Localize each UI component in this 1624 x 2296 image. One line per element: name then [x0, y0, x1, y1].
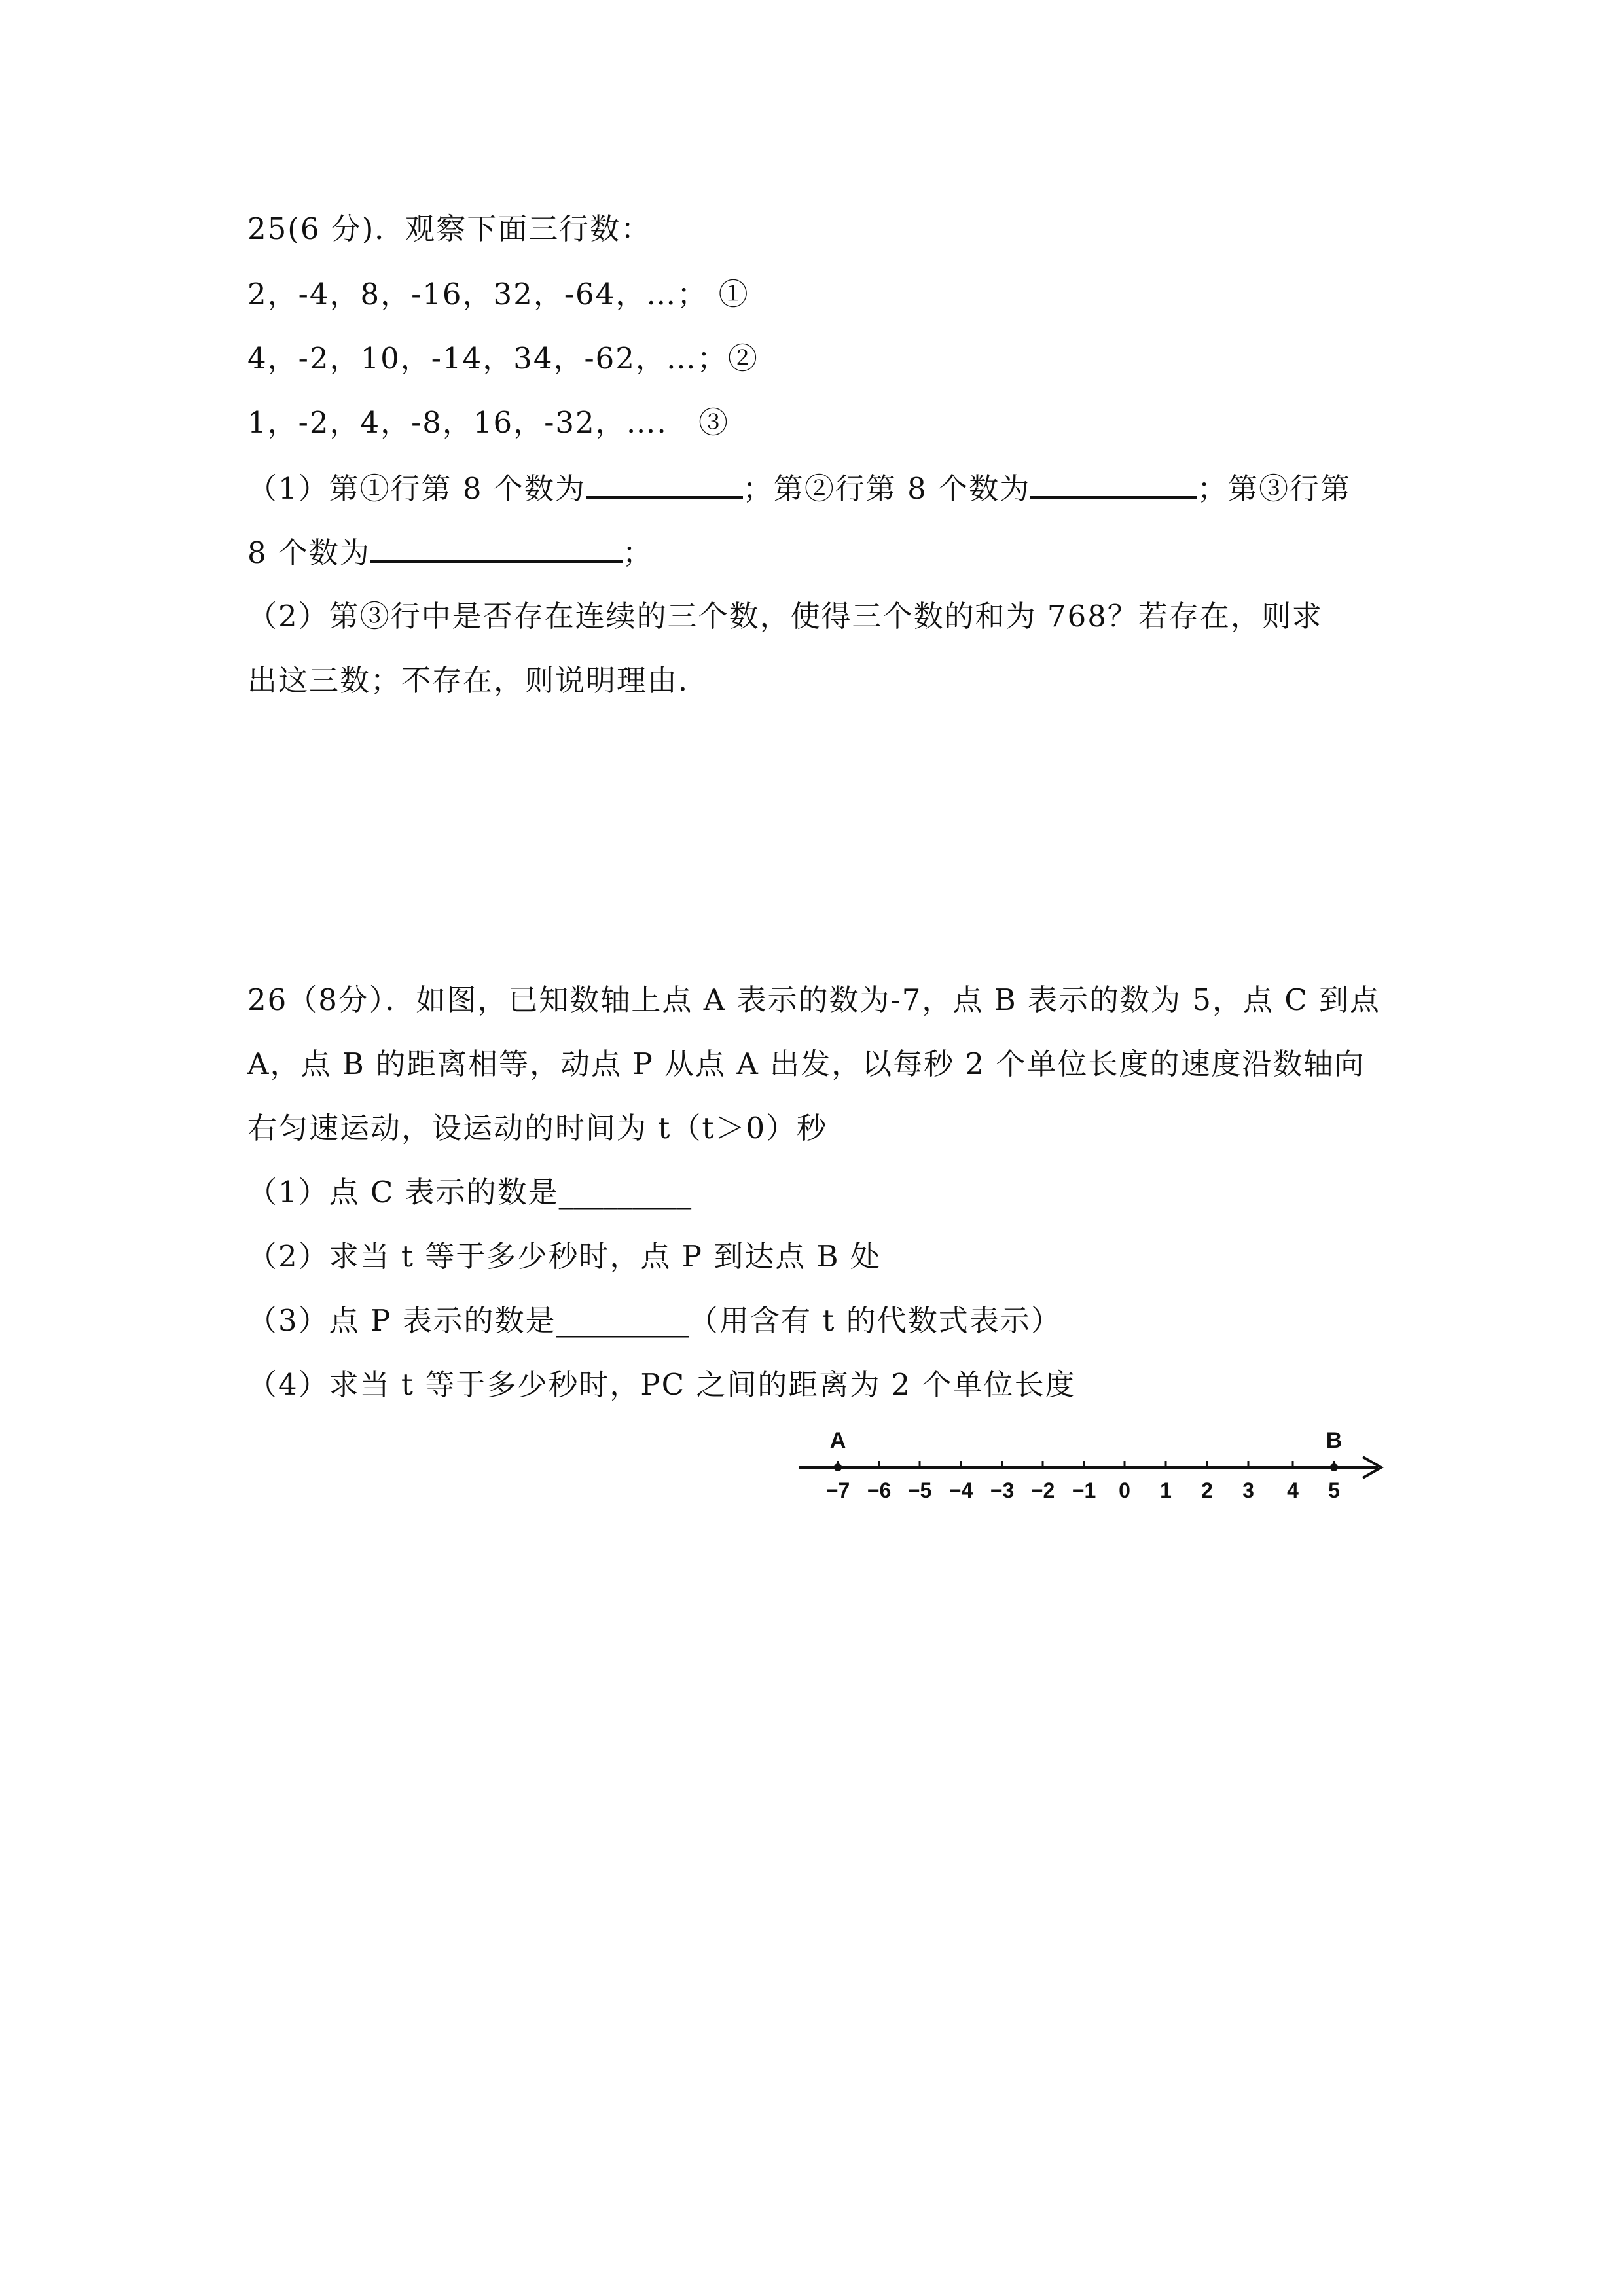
q26-line2: A，点 B 的距离相等，动点 P 从点 A 出发，以每秒 2 个单位长度的速度沿数轴向 [247, 1047, 1365, 1081]
number-line-tick-label: −3 [990, 1479, 1015, 1502]
number-line-tick-label: 0 [1119, 1479, 1130, 1502]
point-b-label: B [1326, 1428, 1343, 1453]
number-line-tick-label: −7 [825, 1479, 850, 1502]
number-line-tick-label: 5 [1328, 1479, 1340, 1502]
q26-line1: 26（8分）．如图，已知数轴上点 A 表示的数为-7，点 B 表示的数为 5，点 C 到点 [247, 982, 1380, 1017]
number-line-tick-label: −4 [948, 1479, 973, 1502]
number-line-tick-label: 1 [1160, 1479, 1172, 1502]
q26-sub1-text: （1）点 C 表示的数是 [247, 1175, 559, 1210]
q26-sub4: （4）求当 t 等于多少秒时，PC 之间的距离为 2 个单位长度 [247, 1367, 1076, 1402]
number-line-tick-label: −5 [907, 1479, 932, 1502]
q25-part2-line1: （2）第③行中是否存在连续的三个数，使得三个数的和为 768？若存在，则求 [247, 599, 1323, 634]
q25-row3: 1，-2，4，-8，16，-32，…． ③ [247, 405, 729, 440]
q25-part1-line1 [247, 469, 1351, 509]
answer-blank-point-c[interactable]: _________ [558, 1175, 692, 1210]
q26-sub3-hint: （用含有 t 的代数式表示） [689, 1303, 1062, 1338]
q26-sub3-text: （3）点 P 表示的数是 [247, 1303, 556, 1338]
number-line-tick-label: −2 [1030, 1479, 1055, 1502]
q25-part2-line2: 出这三数；不存在，则说明理由． [247, 663, 710, 698]
answer-blank-point-p[interactable]: _________ [556, 1303, 689, 1338]
q26-sub3 [247, 1301, 1062, 1340]
number-line-tick-label: 3 [1242, 1479, 1254, 1502]
q25-p1-text-e: ； [622, 535, 653, 570]
q25-title: 25(6 分)．观察下面三行数： [247, 211, 652, 246]
number-line-figure [792, 1420, 1394, 1518]
q25-p1-text-b: ；第②行第 8 个数为 [742, 471, 1031, 506]
q25-p1-text-c: ；第③行第 [1197, 471, 1352, 506]
q25-p1-text-a: （1）第①行第 8 个数为 [247, 471, 586, 506]
answer-blank-row3[interactable] [370, 533, 623, 563]
answer-blank-row2[interactable] [1030, 469, 1197, 499]
point-a-label: A [829, 1428, 846, 1453]
point-a-dot [834, 1463, 842, 1471]
q26-line3: 右匀速运动，设运动的时间为 t（t＞0）秒 [247, 1111, 828, 1145]
answer-blank-row1[interactable] [586, 469, 743, 499]
q25-row1: 2，-4，8，-16，32，-64，…； ① [247, 277, 749, 312]
q26-sub2: （2）求当 t 等于多少秒时，点 P 到达点 B 处 [247, 1239, 881, 1274]
number-line-tick-label: 4 [1287, 1479, 1299, 1502]
q26-sub1 [247, 1173, 691, 1212]
number-line-tick-label: −6 [867, 1479, 892, 1502]
number-line-tick-label: −1 [1072, 1479, 1096, 1502]
q25-row2: 4，-2，10，-14，34，-62，…；② [247, 341, 759, 376]
number-line-tick-label: 2 [1201, 1479, 1213, 1502]
number-line-labels [826, 1479, 1340, 1502]
q25-part1-line2 [247, 533, 653, 573]
q25-p1-text-d: 8 个数为 [247, 535, 370, 570]
point-b-dot [1330, 1463, 1338, 1471]
